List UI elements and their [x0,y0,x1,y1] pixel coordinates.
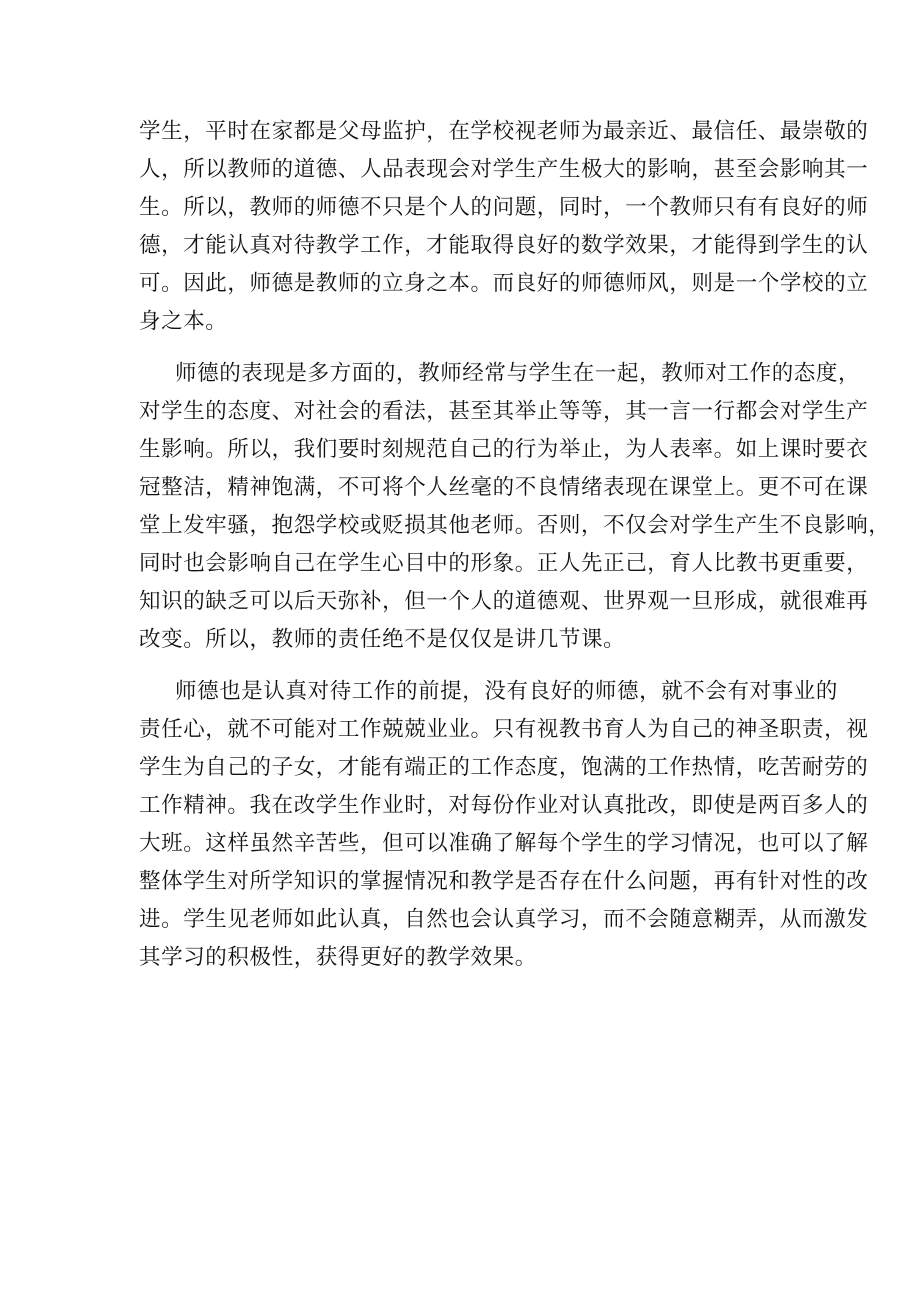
text-line: 同时也会影响自己在学生心目中的形象。正人先正己，育人比教书更重要， [139,551,869,576]
text-line: 改变。所以，教师的责任绝不是仅仅是讲几节课。 [139,627,626,652]
text-line: 整体学生对所学知识的掌握情况和教学是否存在什么问题，再有针对性的改 [139,869,869,894]
text-line: 可。因此，师德是教师的立身之本。而良好的师德师风，则是一个学校的立 [139,271,869,296]
text-line: 其学习的积极性，获得更好的教学效果。 [139,945,537,970]
text-line: 进。学生见老师如此认真，自然也会认真学习，而不会随意糊弄，从而激发 [139,907,869,932]
text-line: 生。所以，教师的师德不只是个人的问题，同时，一个教师只有有良好的师 [139,195,869,220]
paragraph-1 [139,113,869,341]
text-line: 学生为自己的子女，才能有端正的工作态度，饱满的工作热情，吃苦耐劳的 [139,755,869,780]
text-line: 人，所以教师的道德、人品表现会对学生产生极大的影响，甚至会影响其一 [139,157,869,182]
text-line: 工作精神。我在改学生作业时，对每份作业对认真批改，即使是两百多人的 [139,793,869,818]
text-line: 生影响。所以，我们要时刻规范自己的行为举止，为人表率。如上课时要衣 [139,437,869,462]
text-line: 大班。这样虽然辛苦些，但可以准确了解每个学生的学习情况，也可以了解 [139,831,869,856]
text-line: 对学生的态度、对社会的看法，甚至其举止等等，其一言一行都会对学生产 [139,399,869,424]
text-line: 学生，平时在家都是父母监护，在学校视老师为最亲近、最信任、最崇敬的 [139,119,869,144]
text-line: 堂上发牢骚，抱怨学校或贬损其他老师。否则，不仅会对学生产生不良影响， [139,513,891,538]
text-line: 德，才能认真对待教学工作，才能取得良好的数学效果，才能得到学生的认 [139,233,869,258]
paragraph-3 [139,673,869,977]
text-line: 责任心，就不可能对工作兢兢业业。只有视教书育人为自己的神圣职责，视 [139,717,869,742]
text-line: 身之本。 [139,309,228,334]
paragraph-2 [139,355,891,659]
text-line: 师德也是认真对待工作的前提，没有良好的师德，就不会有对事业的 [175,679,839,704]
body-text [139,113,891,991]
text-line: 师德的表现是多方面的，教师经常与学生在一起，教师对工作的态度， [175,361,861,386]
text-line: 知识的缺乏可以后天弥补，但一个人的道德观、世界观一旦形成，就很难再 [139,589,869,614]
text-line: 冠整洁，精神饱满，不可将个人丝毫的不良情绪表现在课堂上。更不可在课 [139,475,869,500]
